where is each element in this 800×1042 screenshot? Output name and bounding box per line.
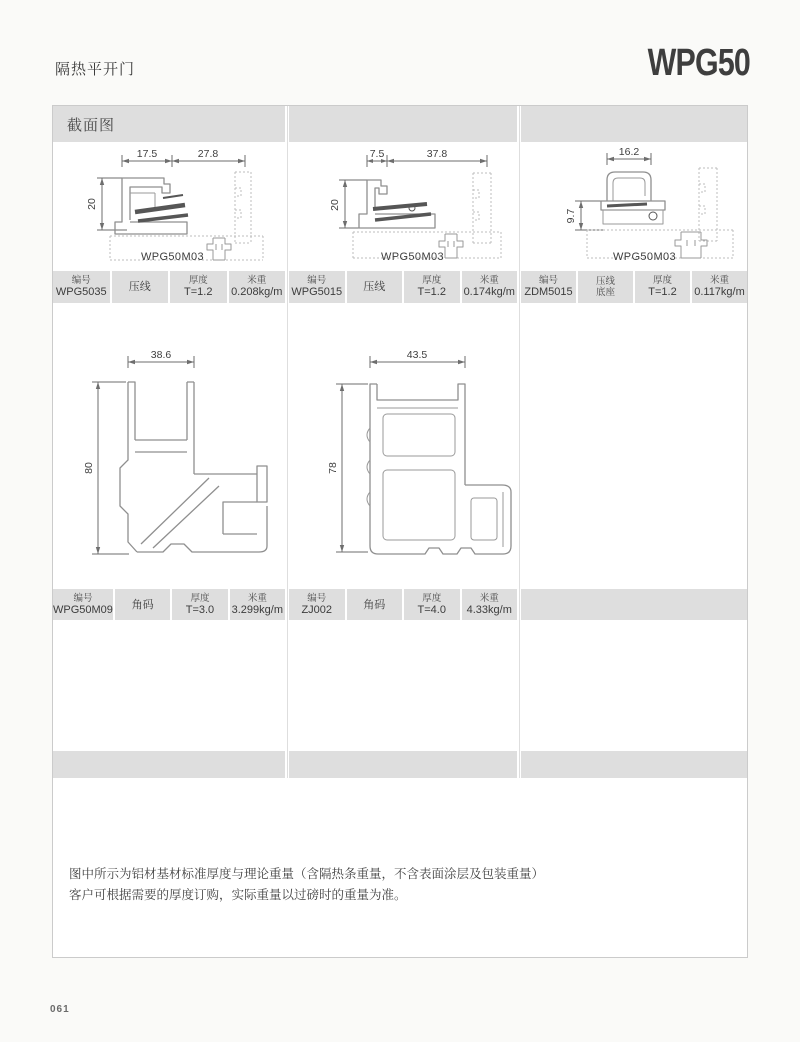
spec-cell-type: 压线 底座 bbox=[578, 271, 633, 303]
table-column-2 bbox=[289, 106, 517, 778]
page-title: 隔热平开门 bbox=[55, 61, 136, 78]
note-line-2: 客户可根据需要的厚度订购，实际重量以过磅时的重量为准。 bbox=[69, 888, 407, 902]
spec-cell-code: 编号 WPG5035 bbox=[53, 271, 110, 303]
spec-row bbox=[289, 589, 517, 620]
empty-gray-band bbox=[289, 751, 517, 778]
drawing-wpg5015 bbox=[315, 148, 510, 263]
table-column-3 bbox=[521, 106, 747, 778]
spec-cell-type: 角码 bbox=[115, 589, 170, 620]
section-header-band bbox=[53, 106, 285, 142]
drawing-label: WPG50M03 bbox=[612, 251, 677, 263]
drawing-zdm5015 bbox=[547, 146, 742, 266]
column-divider bbox=[285, 106, 289, 778]
empty-spec-band bbox=[521, 589, 747, 620]
spec-row bbox=[289, 271, 517, 303]
dim-16-2: 16.2 bbox=[618, 146, 640, 158]
spec-cell-thickness: 厚度 T=3.0 bbox=[172, 589, 227, 620]
column-divider bbox=[517, 106, 521, 778]
spec-cell-thickness: 厚度 T=1.2 bbox=[635, 271, 690, 303]
dim-38-6: 38.6 bbox=[150, 349, 172, 361]
dim-9-7: 9.7 bbox=[565, 208, 577, 224]
note-line-1: 图中所示为铝材基材标准厚度与理论重量（含隔热条重量，不含表面涂层及包装重量） bbox=[69, 867, 545, 881]
spec-cell-thickness: 厚度 T=1.2 bbox=[170, 271, 227, 303]
product-code: WPG50 bbox=[647, 42, 750, 84]
spec-row bbox=[521, 271, 747, 303]
drawing-label: WPG50M03 bbox=[380, 251, 445, 263]
dim-20: 20 bbox=[86, 198, 98, 210]
section-header-band bbox=[521, 106, 747, 142]
spec-cell-code: 编号 ZDM5015 bbox=[521, 271, 576, 303]
section-table bbox=[52, 105, 748, 958]
spec-cell-code: 编号 ZJ002 bbox=[289, 589, 345, 620]
spec-cell-weight: 米重 4.33kg/m bbox=[462, 589, 518, 620]
spec-cell-weight: 米重 0.208kg/m bbox=[229, 271, 286, 303]
note-area bbox=[53, 778, 747, 957]
spec-row bbox=[53, 589, 285, 620]
dim-20: 20 bbox=[329, 199, 341, 211]
spec-cell-code: 编号 WPG50M09 bbox=[53, 589, 113, 620]
drawing-label: WPG50M03 bbox=[140, 251, 205, 263]
spec-cell-thickness: 厚度 T=4.0 bbox=[404, 589, 460, 620]
spec-cell-weight: 米重 3.299kg/m bbox=[230, 589, 285, 620]
section-header-band bbox=[289, 106, 517, 142]
spec-cell-type: 角码 bbox=[347, 589, 403, 620]
dim-78: 78 bbox=[327, 462, 339, 474]
dim-37-8: 37.8 bbox=[426, 148, 448, 160]
spec-cell-weight: 米重 0.174kg/m bbox=[462, 271, 518, 303]
page-number: 061 bbox=[50, 1004, 70, 1015]
spec-cell-code: 编号 WPG5015 bbox=[289, 271, 345, 303]
spec-cell-type: 压线 bbox=[347, 271, 403, 303]
section-title: 截面图 bbox=[67, 116, 116, 134]
dim-17-5: 17.5 bbox=[136, 148, 158, 160]
spec-cell-weight: 米重 0.117kg/m bbox=[692, 271, 747, 303]
spec-cell-type: 压线 bbox=[112, 271, 169, 303]
dim-43-5: 43.5 bbox=[406, 349, 428, 361]
dim-7-5: 7.5 bbox=[369, 148, 385, 160]
drawing-wpg50m09 bbox=[71, 342, 271, 572]
table-column-1 bbox=[53, 106, 285, 778]
empty-gray-band bbox=[521, 751, 747, 778]
drawing-zj002 bbox=[315, 342, 515, 572]
drawing-wpg5035 bbox=[75, 148, 270, 263]
spec-row bbox=[53, 271, 285, 303]
dim-80: 80 bbox=[83, 462, 95, 474]
empty-gray-band bbox=[53, 751, 285, 778]
spec-cell-thickness: 厚度 T=1.2 bbox=[404, 271, 460, 303]
dim-27-8: 27.8 bbox=[197, 148, 219, 160]
